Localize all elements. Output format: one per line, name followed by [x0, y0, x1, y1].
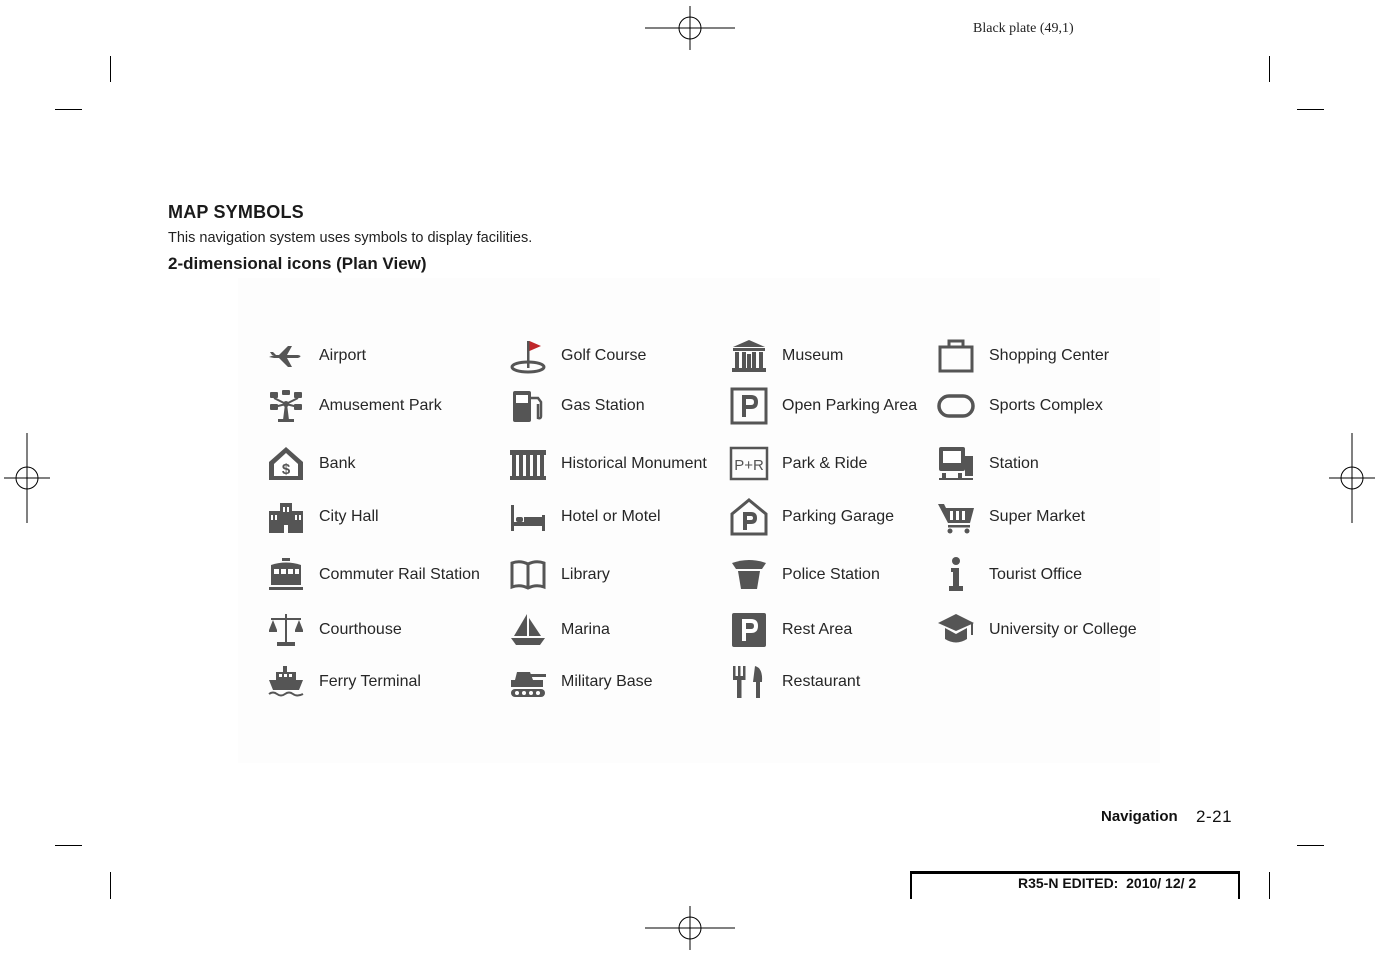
- symbol-label: Park & Ride: [782, 455, 868, 472]
- hotel-icon: [508, 497, 548, 537]
- supermarket-icon: [936, 497, 976, 537]
- ferry-terminal-icon: [266, 662, 306, 702]
- symbol-item-gas-station: [508, 386, 645, 426]
- courthouse-icon: [266, 610, 306, 650]
- library-icon: [508, 555, 548, 595]
- symbol-label: Airport: [319, 347, 367, 364]
- police-station-icon: [729, 555, 769, 595]
- golf-course-icon: [508, 336, 548, 376]
- symbol-item-supermarket: [936, 497, 1085, 537]
- symbol-label: Historical Monument: [561, 455, 707, 472]
- marina-icon: [508, 610, 548, 650]
- symbol-item-military-base: [508, 662, 653, 702]
- symbol-item-university: [936, 610, 1137, 650]
- svg-text:$: $: [281, 461, 291, 478]
- city-hall-icon: [266, 497, 306, 537]
- symbol-item-historical-monument: [508, 444, 707, 484]
- section-heading: MAP SYMBOLS: [168, 202, 304, 222]
- parking-garage-icon: [729, 497, 769, 537]
- symbol-label: Military Base: [561, 673, 653, 690]
- symbol-label: Commuter Rail Station: [319, 566, 480, 583]
- symbol-item-rest-area: [729, 610, 852, 650]
- subsection-heading: 2-dimensional icons (Plan View): [168, 254, 427, 273]
- symbol-item-open-parking: [729, 386, 917, 426]
- symbol-item-airport: [266, 336, 366, 376]
- restaurant-icon: [729, 662, 769, 702]
- symbol-label: Museum: [782, 347, 844, 364]
- footer-page-number: 2-21: [1196, 807, 1233, 826]
- symbol-label: Ferry Terminal: [319, 673, 421, 690]
- symbol-label: Golf Course: [561, 347, 647, 364]
- symbol-item-museum: [729, 336, 843, 376]
- symbol-item-police-station: [729, 555, 880, 595]
- rest-area-icon: [729, 610, 769, 650]
- university-icon: [936, 610, 976, 650]
- symbol-label: Station: [989, 455, 1039, 472]
- symbol-label: Parking Garage: [782, 508, 895, 525]
- registration-mark-left: [4, 433, 50, 523]
- historical-monument-icon: [508, 444, 548, 484]
- symbol-label: Hotel or Motel: [561, 508, 661, 525]
- symbol-item-bank: [266, 444, 355, 484]
- symbol-label: Marina: [561, 621, 610, 638]
- symbol-item-restaurant: [729, 662, 860, 702]
- shopping-center-icon: [936, 336, 976, 376]
- amusement-park-icon: [266, 386, 306, 426]
- footer-section-name: Navigation: [1101, 808, 1178, 825]
- gas-station-icon: [508, 386, 548, 426]
- registration-mark-top: [645, 6, 735, 50]
- symbol-item-marina: [508, 610, 610, 650]
- symbol-label: Bank: [319, 455, 356, 472]
- symbol-label: Amusement Park: [319, 397, 442, 414]
- intro-text: This navigation system uses symbols to display facilities.: [168, 230, 533, 246]
- symbol-label: Sports Complex: [989, 397, 1103, 414]
- symbol-item-parking-garage: [729, 497, 894, 537]
- symbol-label: Restaurant: [782, 673, 861, 690]
- station-icon: [936, 444, 976, 484]
- symbol-item-commuter-rail: [266, 555, 480, 595]
- symbol-item-ferry-terminal: [266, 662, 421, 702]
- registration-mark-right: [1329, 433, 1375, 523]
- symbol-label: Courthouse: [319, 621, 402, 638]
- symbol-item-shopping-center: [936, 336, 1109, 376]
- open-parking-icon: [729, 386, 769, 426]
- symbol-label: Shopping Center: [989, 347, 1110, 364]
- park-and-ride-icon-text: P+R: [734, 457, 764, 474]
- airport-icon: [266, 336, 306, 376]
- symbol-item-golf-course: [508, 336, 646, 376]
- symbol-label: Rest Area: [782, 621, 853, 638]
- symbol-item-station: [936, 444, 1039, 484]
- symbol-label: Super Market: [989, 508, 1086, 525]
- symbol-item-courthouse: [266, 610, 402, 650]
- symbol-item-library: [508, 555, 610, 595]
- symbol-item-tourist-office: [936, 555, 1082, 595]
- symbol-label: Police Station: [782, 566, 880, 583]
- registration-mark-bottom: [645, 906, 735, 950]
- symbol-item-sports-complex: [936, 386, 1103, 426]
- edited-stamp: R35-N EDITED: 2010/ 12/ 2: [1018, 875, 1197, 891]
- symbol-label: Open Parking Area: [782, 397, 918, 414]
- plate-label: Black plate (49,1): [973, 21, 1074, 36]
- symbol-label: Gas Station: [561, 397, 645, 414]
- symbol-item-park-and-ride: [729, 444, 867, 484]
- park-and-ride-icon: [729, 444, 769, 484]
- symbol-item-city-hall: [266, 497, 379, 537]
- commuter-rail-icon: [266, 555, 306, 595]
- symbol-label: City Hall: [319, 508, 379, 525]
- symbol-label: University or College: [989, 621, 1137, 638]
- military-base-icon: [508, 662, 548, 702]
- tourist-office-icon: [936, 555, 976, 595]
- symbol-label: Library: [561, 566, 610, 583]
- bank-icon: [266, 444, 306, 484]
- sports-complex-icon: [936, 386, 976, 426]
- symbol-item-hotel: [508, 497, 661, 537]
- symbol-label: Tourist Office: [989, 566, 1083, 583]
- symbol-item-amusement-park: [266, 386, 442, 426]
- museum-icon: [729, 336, 769, 376]
